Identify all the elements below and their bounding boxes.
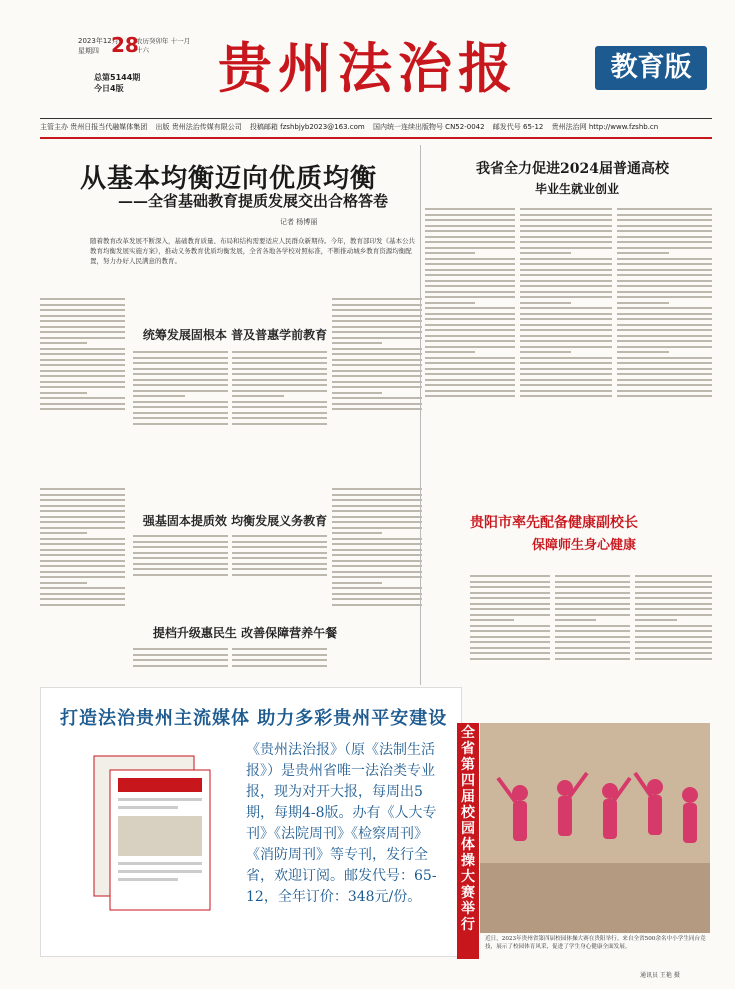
date-line2: 星期四 [78,47,99,55]
right-col-1 [425,205,515,505]
issue-info [94,72,140,94]
column-divider [420,145,421,685]
section-head-1: 统筹发展固根本 普及普惠学前教育 [142,328,328,342]
right-headline-1: 我省全力促进2024届普通高校 [476,161,669,177]
gymnastics-photo [480,723,710,933]
right-col-6 [635,572,712,712]
meta-publisher: 出版 贵州法治传媒有限公司 [155,123,242,131]
meta-website: 贵州法治网 http://www.fzshb.cn [551,123,659,131]
lunar-date: 农历癸卯年 十一月十六 [136,37,191,54]
body-col-3 [232,348,327,473]
body-col-2 [133,348,228,473]
right-subhead-2: 保障师生身心健康 [532,538,637,553]
lead-byline: 记者 杨博丽 [280,218,318,226]
right-subhead-1: 毕业生就业创业 [535,182,620,196]
meta-email: 投稿邮箱 fzshbjyb2023@163.com [249,123,365,131]
right-col-5 [555,572,630,712]
body-col-4 [332,295,422,475]
masthead-day: 28 [111,33,139,57]
lead-subhead: ——全省基础教育提质发展交出合格答卷 [118,192,389,210]
body-col-5 [40,485,125,680]
ad-body: 《贵州法治报》（原《法制生活报》）是贵州省唯一法治类专业报，现为对开大报，每周出5期，每期4-8版。办有《人大专刊》《法院周刊》《检察周刊》《消防周刊》等专刊，发行全省，欢迎订阅。邮发代号：65-12，全年订价：348元/份。 [246,742,437,905]
right-col-3 [617,205,712,505]
meta-row [40,122,720,132]
edition-badge: 教育版 [595,46,707,90]
issue-total: 总第5144期 [94,73,141,82]
body-col-8 [332,485,422,680]
photo-banner: 全省第四届校园体操大赛举行 [457,723,479,959]
right-headline-2: 贵阳市率先配备健康副校长 [470,515,638,531]
meta-sponsor: 主管主办 贵州日报当代融媒体集团 [40,123,148,131]
header-divider [40,137,712,139]
date-line1: 2023年12月 [78,37,119,45]
body-col-1 [40,295,125,475]
lead-headline: 从基本均衡迈向优质均衡 [80,164,378,194]
ad-newspapers-image [84,746,228,920]
section-head-3: 提档升级惠民生 改善保障营养午餐 [152,626,338,640]
body-col-6 [133,532,228,607]
section-head-2: 强基固本提质效 均衡发展义务教育 [142,514,328,528]
ad-title: 打造法治贵州主流媒体 助力多彩贵州平安建设 [60,708,448,729]
body-col-9 [133,645,228,683]
meta-cn: 国内统一连续出版物号 CN52-0042 [372,123,485,131]
issue-pages: 今日4版 [94,84,124,93]
body-col-10 [232,645,327,683]
newspaper-logo: 贵州法治报 [218,36,518,100]
photo-credit: 通讯员 王艳 摄 [640,972,680,979]
lead-paragraph: 随着教育改革发展不断深入，基础教育质量、布局和结构需要适应人民群众新期待。今年，教育部印发《基本公共教育均衡发展实施方案》，推动义务教育优质均衡发展，全省各地各学校对照标准，不断推动城乡教育资源均衡配置，努力办好人民满意的教育。 [90,237,415,265]
meta-postcode: 邮发代号 65-12 [492,123,544,131]
body-col-7 [232,532,327,607]
right-col-2 [520,205,612,505]
top-rule [40,118,712,119]
right-col-4 [470,572,550,712]
photo-caption: 近日，2023年贵州省第四届校园体操大赛在贵阳举行。来自全省500余名中小学生同台竞技，展示了校园体育风采，促进了学生身心健康全面发展。 [485,936,706,950]
